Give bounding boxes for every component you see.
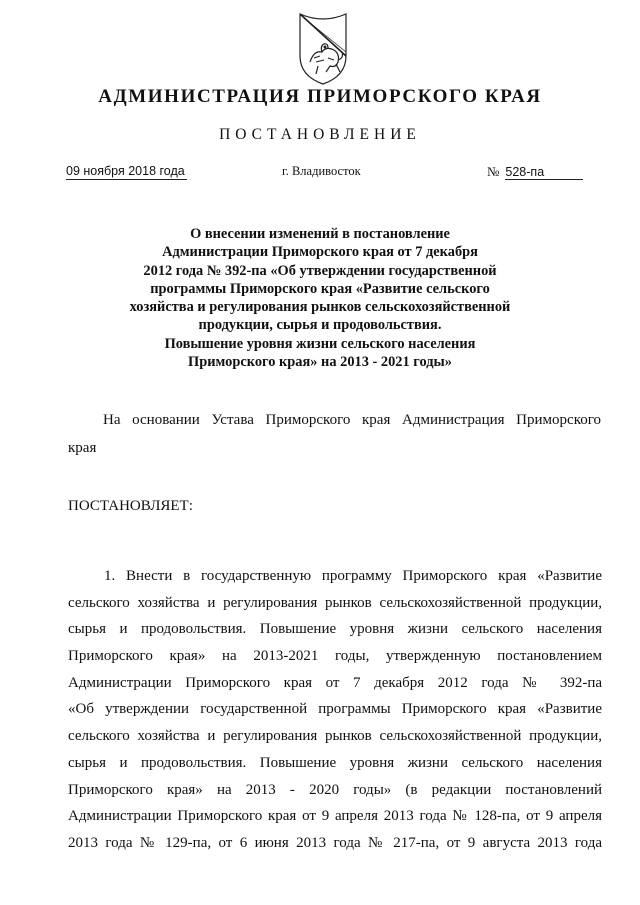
title-line: хозяйства и регулирования рынков сельскохозяйственной	[129, 299, 511, 316]
number-value: 528-па	[505, 165, 583, 180]
decree-heading: ПОСТАНОВЛЯЕТ:	[68, 498, 193, 514]
body-line: 1. Внести в государственную программу Приморского края «Развитие	[104, 568, 602, 584]
body-line: сырья и продовольствия. Повышение уровня жизни сельского населения	[68, 754, 602, 771]
body-line: сырья и продовольствия. Повышение уровня жизни сельского населения	[68, 621, 602, 638]
body-line: 2013 года № 129-па, от 6 июня 2013 года № 217-па, от 9 августа 2013 года	[68, 834, 602, 851]
body-paragraph	[68, 568, 602, 862]
body-line: Администрации Приморского края от 7 декабря 2012 года № 392-па	[68, 674, 602, 691]
title-line: Приморского края» на 2013 - 2021 годы»	[188, 354, 452, 371]
title-line: Повышение уровня жизни сельского населения	[164, 335, 476, 352]
coat-of-arms-icon	[296, 12, 350, 86]
document-date: 09 ноября 2018 года	[66, 164, 185, 178]
body-line: сельского хозяйства и регулирования рынков сельскохозяйственной продукции,	[68, 594, 602, 611]
title-line: продукции, сырья и продовольствия.	[198, 317, 442, 334]
body-line: Приморского края» на 2013 - 2020 годы» (в редакции постановлений	[68, 781, 602, 798]
document-type: ПОСТАНОВЛЕНИЕ	[219, 126, 421, 143]
title-line: Администрации Приморского края от 7 декабря	[162, 244, 478, 261]
body-line: «Об утверждении государственной программы Приморского края «Развитие	[68, 701, 602, 718]
intro-line: края	[68, 440, 97, 456]
intro-line: На основании Устава Приморского края Администрация Приморского	[103, 412, 601, 428]
title-line: О внесении изменений в постановление	[190, 226, 450, 242]
document-number	[487, 164, 583, 180]
title-line: программы Приморского края «Развитие сельского	[150, 280, 490, 297]
number-prefix: №	[487, 164, 500, 179]
body-line: Приморского края» на 2013-2021 годы, утвержденную постановлением	[68, 648, 602, 665]
body-line: Администрации Приморского края от 9 апреля 2013 года № 128-па, от 9 апреля	[68, 808, 602, 825]
body-line: сельского хозяйства и регулирования рынков сельскохозяйственной продукции,	[68, 728, 602, 745]
document-title	[100, 225, 540, 371]
organization-name: АДМИНИСТРАЦИЯ ПРИМОРСКОГО КРАЯ	[98, 86, 542, 107]
title-line: 2012 года № 392-па «Об утверждении государственной	[143, 262, 497, 279]
document-city: г. Владивосток	[282, 164, 361, 178]
